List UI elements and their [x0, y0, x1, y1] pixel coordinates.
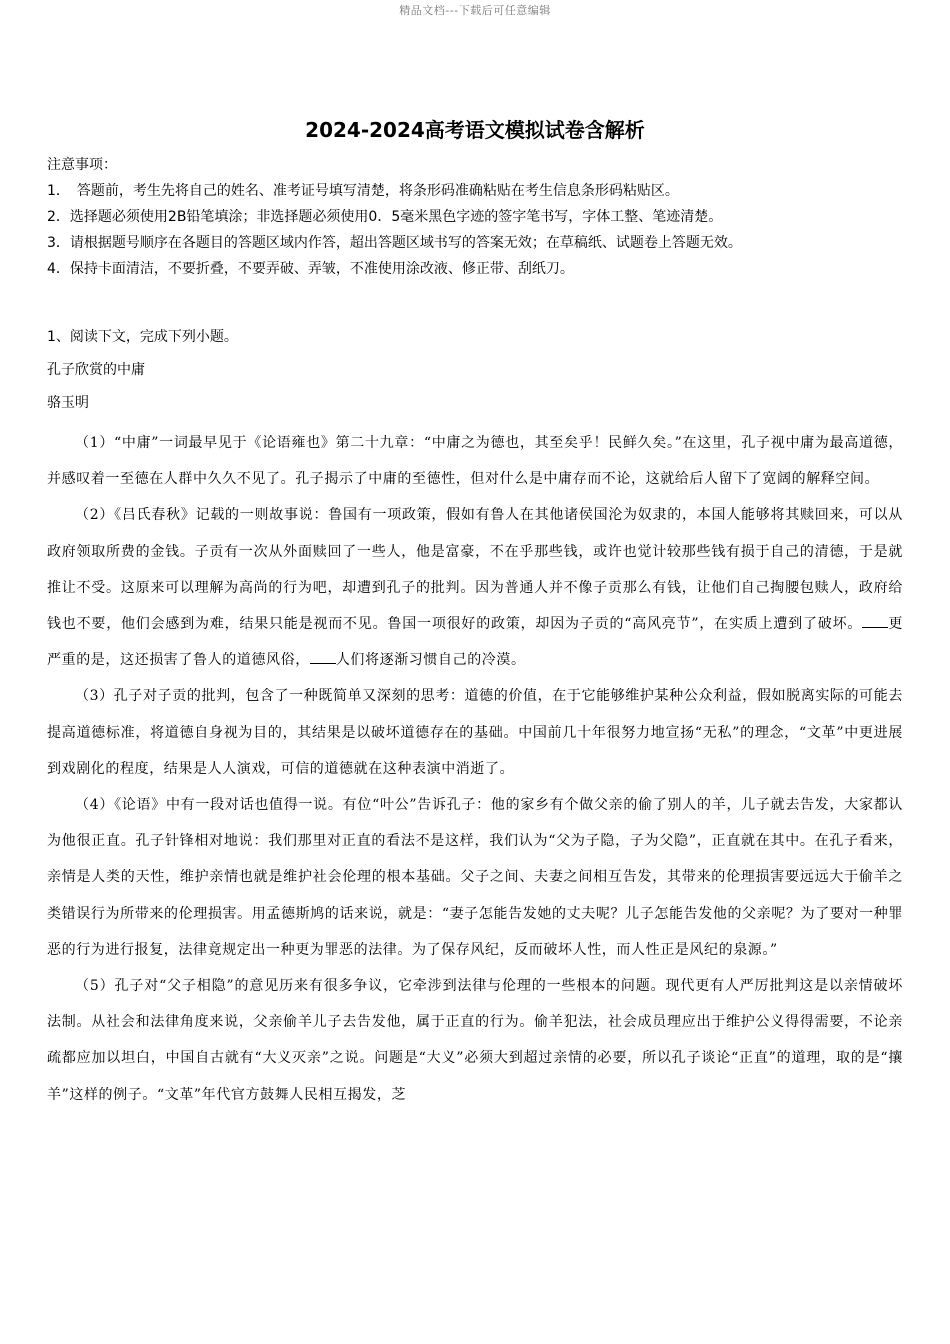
fill-blank-2 [310, 649, 336, 664]
notice-heading: 注意事项： [47, 157, 117, 173]
notice-section [47, 152, 907, 282]
paragraph-3: （3）孔子对子贡的批判，包含了一种既简单又深刻的思考：道德的价值，在于它能够维护某种公众利益，假如脱离实际的可能去提高道德标准，将道德自身视为目的，其结果是以破坏道德存在的基础。中国前几十年很努力地宣扬“无私”的理念，“文革”中更进展到戏剧化的程度，结果是人人演戏，可信的道德就在这种表演中消逝了。 [47, 688, 903, 777]
paragraph-2 [47, 497, 903, 678]
article-author: 骆玉明 [47, 395, 89, 411]
notice-item: 2．选择题必须使用2B铅笔填涂；非选择题必须使用0．5毫米黑色字迹的签字笔书写，字体工整、笔迹清楚。 [47, 209, 723, 225]
notice-item: 1． 答题前，考生先将自己的姓名、准考证号填写清楚，将条形码准确粘贴在考生信息条形码粘贴区。 [47, 183, 679, 199]
paragraph-4: （4）《论语》中有一段对话也值得一说。有位“叶公”告诉孔子：他的家乡有个做父亲的偷了别人的羊，儿子就去告发，大家都认为他很正直。孔子针锋相对地说：我们那里对正直的看法不是这样，我们认为“父为子隐，子为父隐”，正直就在其中。在孔子看来，亲情是人类的天性，维护亲情也就是维护社会伦理的根本基础。父子之间、夫妻之间相互告发，其带来的伦理损害要远远大于偷羊之类错误行为所带来的伦理损害。用孟德斯鸠的话来说，就是：“妻子怎能告发她的丈夫呢？儿子怎能告发他的父亲呢？为了要对一种罪恶的行为进行报复，法律竟规定出一种更为罪恶的法律。为了保存风纪，反而破坏人性，而人性正是风纪的泉源。” [47, 797, 903, 958]
document-title: 2024-2024高考语文模拟试卷含解析 [305, 118, 645, 142]
paragraph-2-text-c: 人们将逐渐习惯自己的冷漠。 [335, 652, 526, 669]
paragraph-5: （5）孔子对“父子相隐”的意见历来有很多争议，它牵涉到法律与伦理的一些根本的问题。现代更有人严厉批判这是以亲情破坏法制。从社会和法律角度来说，父亲偷羊儿子去告发他，属于正直的行为。偷羊犯法，社会成员理应出于维护公义得得需要，不论亲疏都应加以坦白，中国自古就有“大义灭亲”之说。问题是“大义”必须大到超过亲情的必要，所以孔子谈论“正直”的道理，取的是“攘羊”这样的例子。“文革”年代官方鼓舞人民相互揭发，芝 [47, 978, 903, 1103]
notice-item: 4．保持卡面清洁，不要折叠，不要弄破、弄皱，不准使用涂改液、修正带、刮纸刀。 [47, 261, 574, 277]
paragraph-2-text-b: 更严重的是，这还损害了鲁人的道德风俗， [47, 616, 903, 669]
paragraph-2-text-a: （2）《吕氏春秋》记载的一则故事说：鲁国有一项政策，假如有鲁人在其他诸侯国沦为奴隶的，本国人能够将其赎回来，可以从政府领取所费的金钱。子贡有一次从外面赎回了一些人，他是富豪，不在乎那些钱，或许也觉计较那些钱有损于自己的清德，于是就推让不受。这原来可以理解为高尚的行为吧，却遭到孔子的批判。因为普通人并不像子贡那么有钱，让他们自己掏腰包赎人，政府给钱也不要，他们会感到为难，结果只能是视而不见。鲁国一项很好的政策，却因为子贡的“高风亮节”，在实质上遭到了破坏。 [47, 507, 903, 633]
article-title: 孔子欣赏的中庸 [47, 362, 145, 378]
paragraph-1: （1）“中庸”一词最早见于《论语雍也》第二十九章：“中庸之为德也，其至矣乎！民鲜久矣。”在这里，孔子视中庸为最高道德，并感叹着一至德在人群中久久不见了。孔子揭示了中庸的至德性，但对什么是中庸存而不论，这就给后人留下了宽阔的解释空间。 [47, 435, 903, 488]
fill-blank-1 [862, 613, 888, 628]
page-header-watermark: 精品文档---下载后可任意编辑 [399, 4, 551, 17]
question-section [47, 326, 903, 1113]
question-prompt: 1、阅读下文，完成下列小题。 [47, 329, 238, 345]
notice-item: 3．请根据题号顺序在各题目的答题区域内作答，超出答题区域书写的答案无效；在草稿纸、试题卷上答题无效。 [47, 235, 742, 251]
